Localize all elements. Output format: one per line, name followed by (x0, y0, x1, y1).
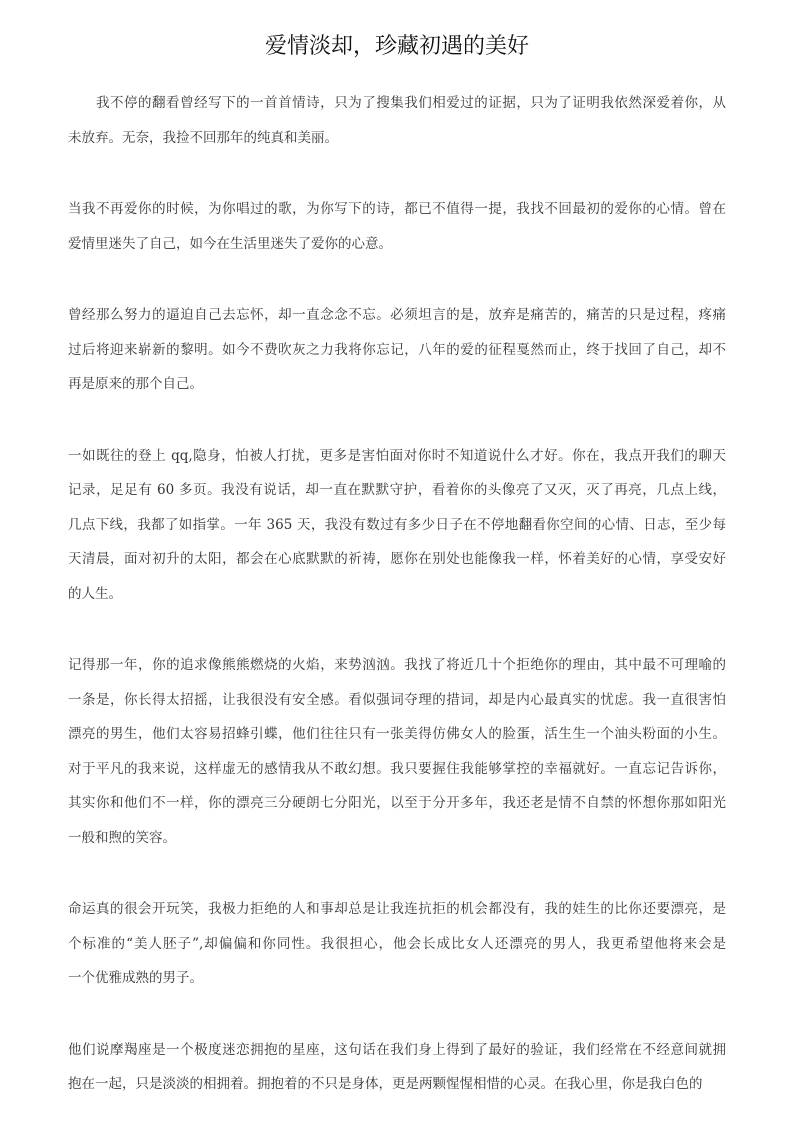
paragraph-line: 未放弃。无奈，我捡不回那年的纯真和美丽。 (68, 129, 338, 146)
paragraph-line: 曾经那么努力的逼迫自己去忘怀，却一直念念不忘。必须坦言的是，放弃是痛苦的，痛苦的只是过程，疼痛 (68, 307, 726, 323)
paragraph-line: 我不停的翻看曾经写下的一首首情诗，只为了搜集我们相爱过的证据，只为了证明我依然深爱着你，从 (96, 95, 726, 111)
paragraph (68, 892, 726, 996)
paragraph-line: 其实你和他们不一样，你的漂亮三分硬朗七分阳光，以至于分开多年，我还老是情不自禁的怀想你那如阳光 (68, 795, 726, 811)
paragraph-line: 爱情里迷失了自己，如今在生活里迷失了爱你的心意。 (68, 235, 392, 252)
paragraph (68, 86, 726, 155)
paragraph-line: 一条是，你长得太招摇，让我很没有安全感。看似强词夺理的措词，却是内心最真实的忧虑。我一直很害怕 (68, 691, 726, 708)
paragraph-line: 过后将迎来崭新的黎明。如今不费吹灰之力我将你忘记，八年的爱的征程戛然而止，终于找回了自己，却不 (68, 341, 726, 358)
document-body (68, 86, 726, 1139)
paragraph (68, 648, 726, 855)
paragraph-line: 一个优雅成熟的男子。 (68, 970, 203, 986)
paragraph-line: 一如既往的登上 qq,隐身，怕被人打扰，更多是害怕面对你时不知道说什么才好。你在，我点开我们的聊天 (68, 447, 726, 464)
paragraph-line: 一般和煦的笑容。 (68, 829, 176, 846)
paragraph-line: 抱在一起，只是淡淡的相拥着。拥抱着的不只是身体，更是两颗惺惺相惜的心灵。在我心里，你是我白色的 (68, 1076, 703, 1092)
paragraph-line: 漂亮的男生，他们太容易招蜂引蝶，他们往往只有一张美得仿佛女人的脸蛋，活生生一个油头粉面的小生。 (68, 726, 726, 742)
paragraph-line: 个标准的“美人胚子”,却偏偏和你同性。我很担心，他会长成比女人还漂亮的男人，我更希望他将来会是 (68, 935, 726, 952)
paragraph-line: 再是原来的那个自己。 (68, 376, 203, 392)
paragraph-line: 记录，足足有 60 多页。我没有说话，却一直在默默守护，看着你的头像亮了又灭，灭了再亮，几点上线， (68, 482, 726, 498)
paragraph-line: 他们说摩羯座是一个极度迷恋拥抱的星座，这句话在我们身上得到了最好的验证，我们经常在不经意间就拥 (68, 1041, 726, 1058)
document-title: 爱情淡却，珍藏初遇的美好 (264, 34, 529, 59)
paragraph-line: 记得那一年，你的追求像熊熊燃烧的火焰，来势汹汹。我找了将近几十个拒绝你的理由，其中最不可理喻的 (68, 657, 726, 673)
paragraph (68, 439, 726, 612)
paragraph-line: 的人生。 (68, 585, 122, 602)
paragraph-line: 对于平凡的我来说，这样虚无的感情我从不敢幻想。我只要握住我能够掌控的幸福就好。一直忘记告诉你， (68, 760, 726, 777)
paragraph-line: 几点下线，我都了如指掌。一年 365 天，我没有数过有多少日子在不停地翻看你空间的心情、日志，至少每 (68, 516, 726, 533)
paragraph-line: 天清晨，面对初升的太阳，都会在心底默默的祈祷，愿你在别处也能像我一样，怀着美好的心情，享受安好 (68, 551, 726, 567)
paragraph (68, 1033, 726, 1102)
paragraph (68, 298, 726, 402)
paragraph-line: 命运真的很会开玩笑，我极力拒绝的人和事却总是让我连抗拒的机会都没有，我的娃生的比你还要漂亮，是 (68, 901, 726, 917)
paragraph (68, 192, 726, 261)
paragraph-line: 当我不再爱你的时候，为你唱过的歌，为你写下的诗，都已不值得一提，我找不回最初的爱你的心情。曾在 (68, 201, 726, 217)
